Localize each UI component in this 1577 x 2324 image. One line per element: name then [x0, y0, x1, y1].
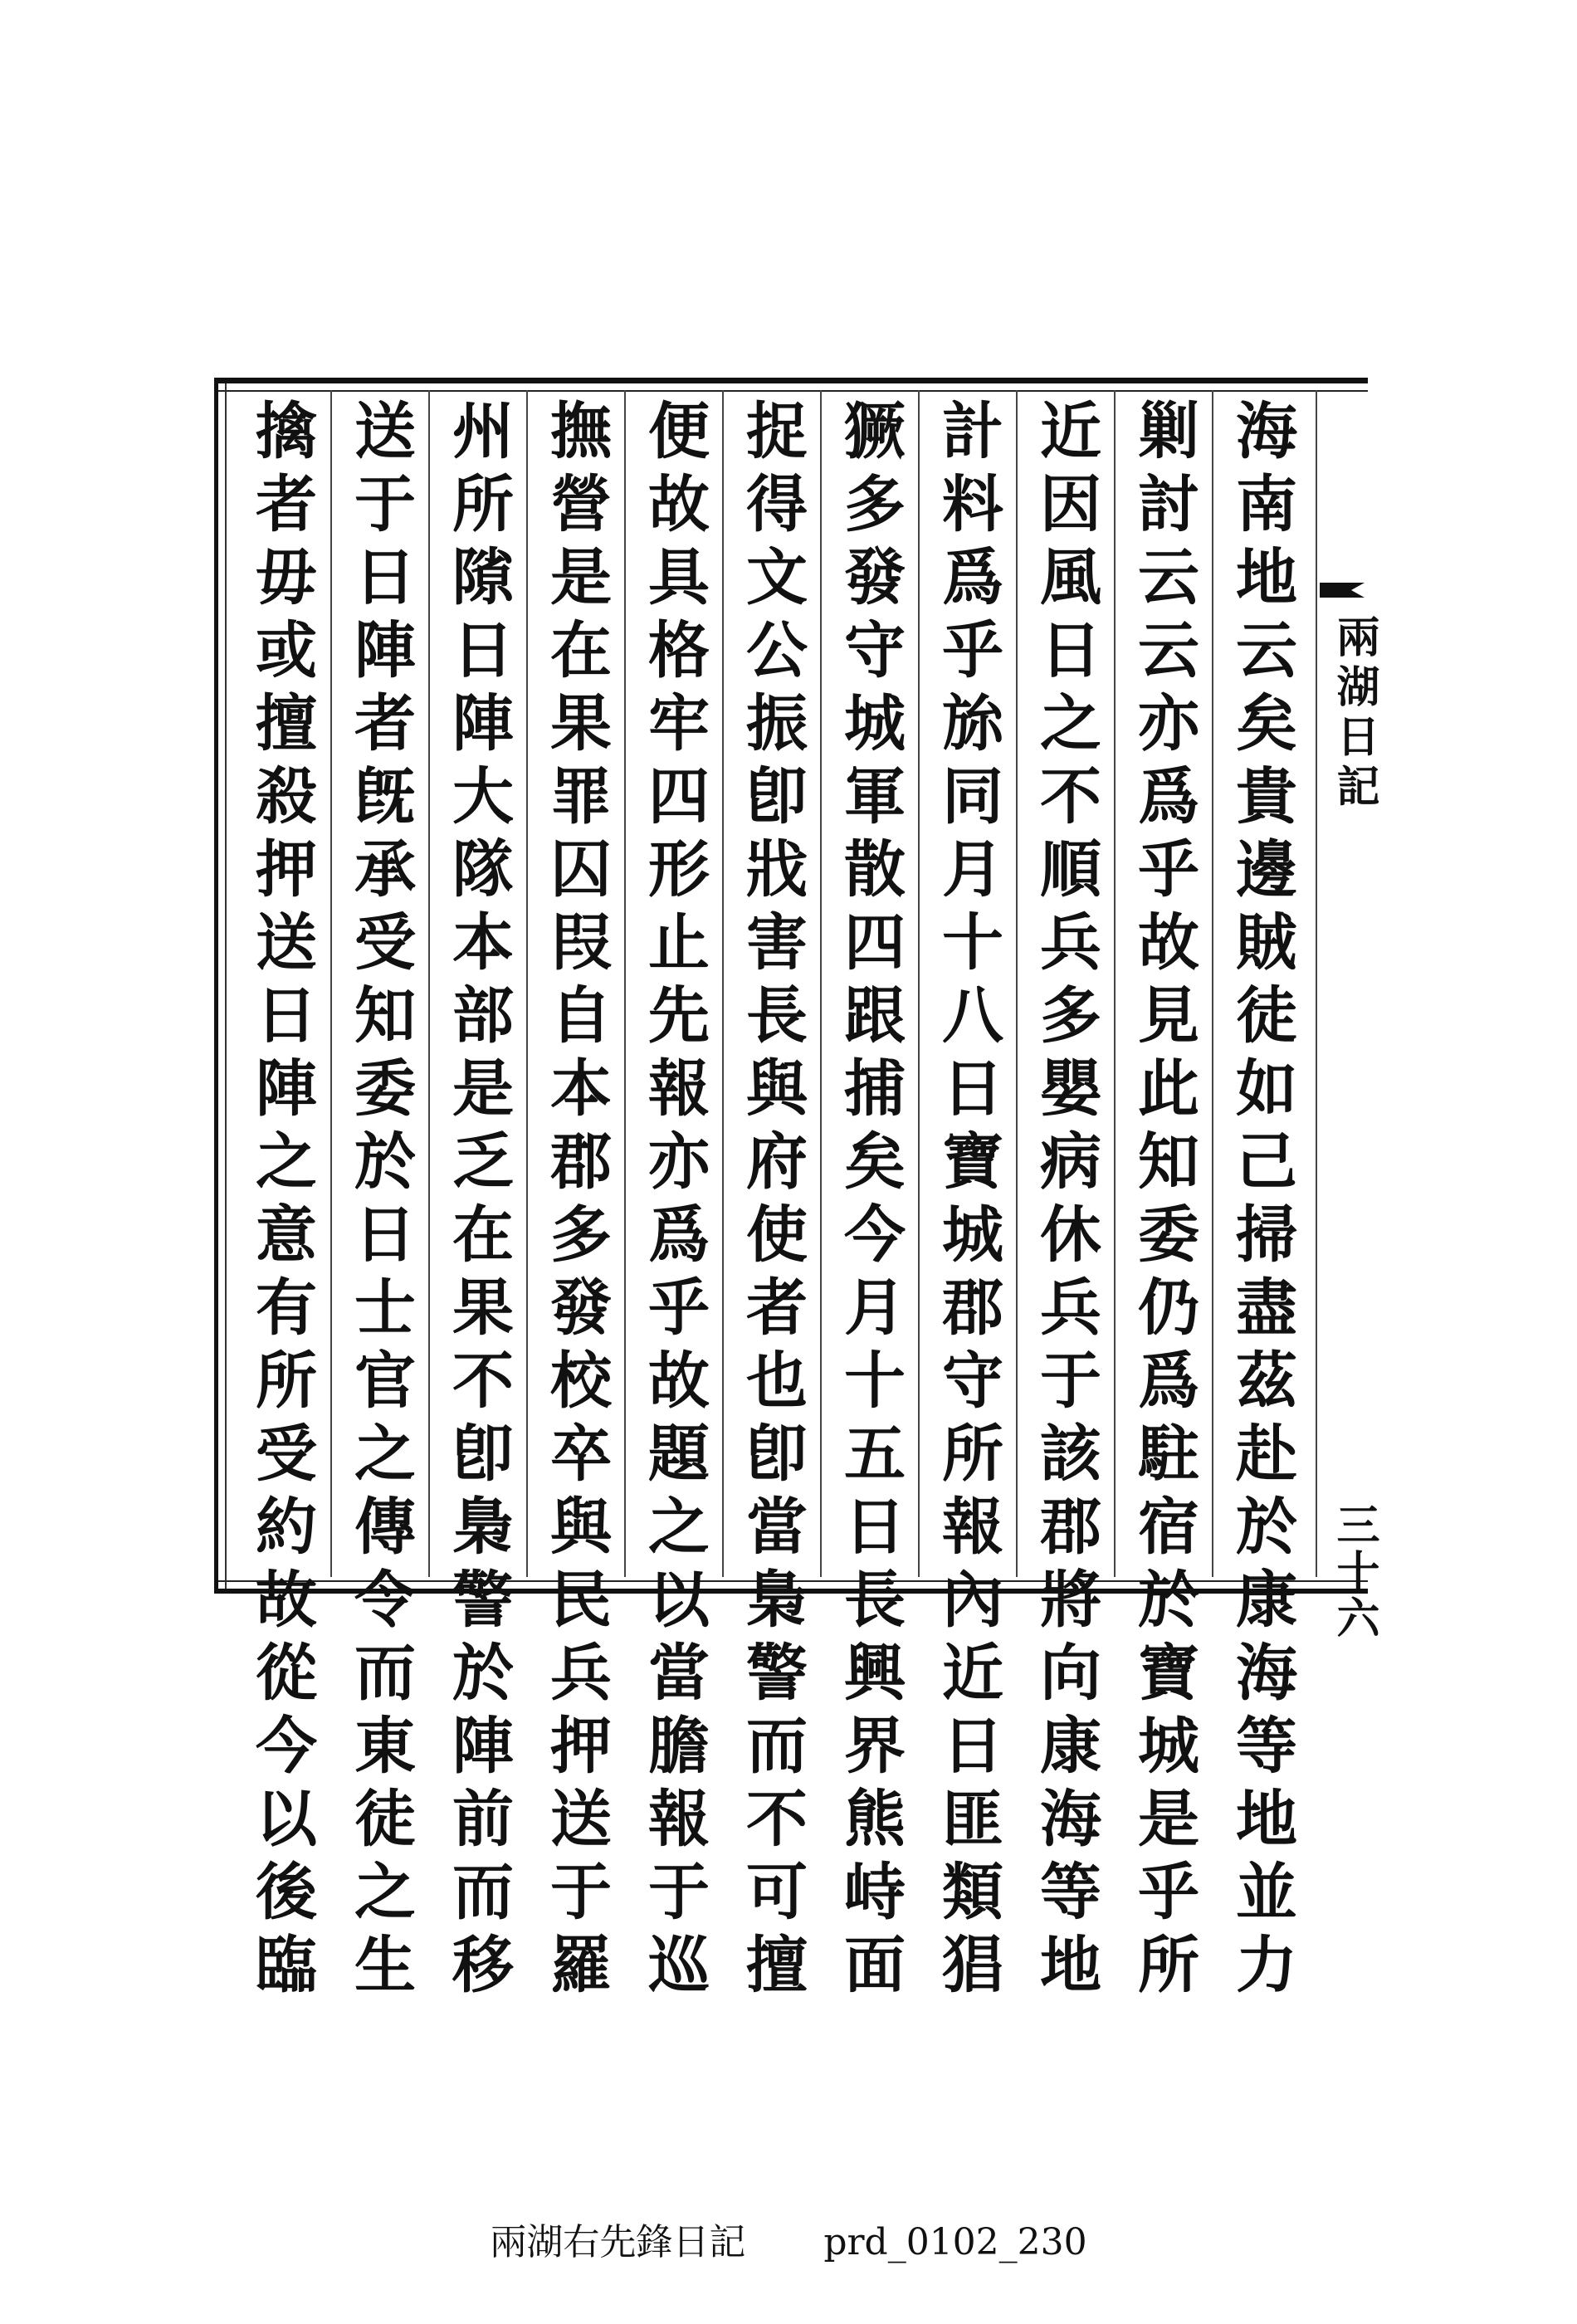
column-text: 獗多發守城軍散四跟捕矣今月十五日長興界熊峙面 — [834, 398, 906, 2005]
column-text: 撫營是在果罪囚叚自本郡多發校卒與民兵押送于羅 — [540, 398, 612, 2005]
column-text: 送于日陣者旣承受知委於日士官之傳令而東徒之生 — [344, 398, 416, 2005]
column-text: 近因風日之不順兵多嬰病休兵于該郡將向康海等地 — [1030, 398, 1101, 2005]
text-column — [722, 390, 820, 2005]
column-text: 海南地云矣貴邊賊徒如己掃盡茲赴於康海等地並力 — [1226, 398, 1297, 2005]
column-text: 計料爲乎旀同月十八日寶城郡守所報內近日匪類猖 — [932, 398, 1003, 2005]
text-column — [1114, 390, 1212, 2005]
column-text: 剿討云云亦爲乎故見此知委仍爲駐宿於寶城是乎所 — [1128, 398, 1199, 2005]
text-column — [330, 390, 428, 2005]
text-column — [624, 390, 722, 2005]
caption-title: 兩湖右先鋒日記 — [490, 2221, 746, 2263]
margin-strip — [1316, 390, 1369, 1577]
page-caption — [0, 2212, 1577, 2265]
text-column — [1212, 390, 1310, 2005]
text-column — [1016, 390, 1114, 2005]
column-text: 捉得文公振卽戕害長與府使者也卽當梟警而不可擅 — [736, 398, 808, 2005]
border-inner-left-rule — [225, 383, 227, 1589]
caption-code: prd_0102_230 — [823, 2221, 1087, 2263]
column-text: 便故具格牢四形止先報亦爲乎故題之以當膽報于巡 — [638, 398, 710, 2005]
text-column — [428, 390, 526, 2005]
margin-page-number: 三十六 — [1329, 1502, 1379, 1642]
text-column — [918, 390, 1016, 2005]
text-column — [820, 390, 918, 2005]
fish-tail-ornament-icon — [1318, 581, 1366, 599]
text-column — [526, 390, 624, 2005]
text-columns — [231, 390, 1310, 2005]
margin-title: 兩湖日記 — [1329, 614, 1379, 813]
column-text: 州所𨻶日陣大隊本部是乏在果不卽梟警於陣前而移 — [442, 398, 514, 2005]
column-text: 擒者毋或擅殺押送日陣之意有所受約故從今以後臨 — [246, 398, 317, 2005]
text-column — [232, 390, 330, 2005]
